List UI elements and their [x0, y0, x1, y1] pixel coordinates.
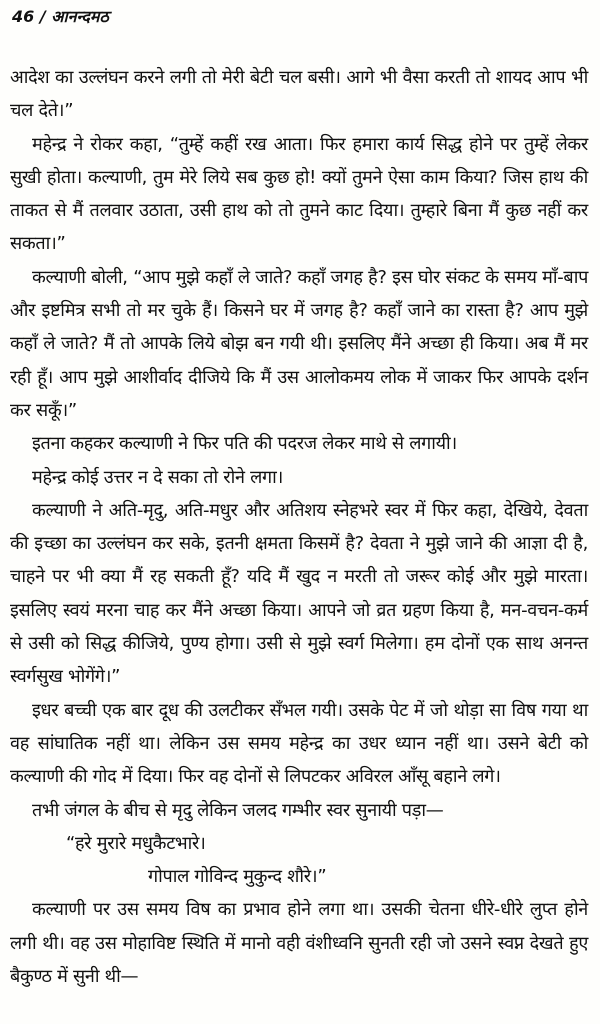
verse-line-1: “हरे मुरारे मधुकैटभारे।: [66, 832, 206, 854]
paragraph-kalyani-speaks: कल्याणी ने अति-मृदु, अति-मधुर और अतिशय स्नेहभरे स्वर में फिर कहा, देखिये, देवता की इच्छा का उल्लंघन कर सके, इतनी क्षमता किसमें है? देवता ने मुझे जाने की आज्ञा दी है, चाहने पर भी क्या मैं रह सकती हूँ? यदि मैं खुद न मरती तो जरूर कोई और मुझे मारता। इसलिए स्वयं मरना चाह कर मैंने अच्छा किया। आपने जो व्रत ग्रहण किया है, मन-वचन-कर्म से उसी को सिद्ध कीजिये, पुण्य होगा। उसी से मुझे स्वर्ग मिलेगा। हम दोनों एक साथ अनन्त स्वर्गसुख भोगेंगे।”: [10, 499, 588, 688]
page-body: [10, 61, 588, 993]
paragraph-mahendra-speech: महेन्द्र ने रोकर कहा, “तुम्हें कहीं रख आता। फिर हमारा कार्य सिद्ध होने पर तुम्हें लेकर सुखी होता। कल्याणी, तुम मेरे लिये सब कुछ हो! क्यों तुमने ऐसा काम किया? जिस हाथ की ताकत से मैं तलवार उठाता, उसी हाथ को तो तुमने काट दिया। तुम्हारे बिना मैं कुछ नहीं कर सकता।”: [10, 133, 588, 255]
paragraph-continuation: आदेश का उल्लंघन करने लगी तो मेरी बेटी चल बसी। आगे भी वैसा करती तो शायद आप भी चल देते।”: [10, 67, 588, 122]
paragraph-child-recovers: इधर बच्ची एक बार दूध की उलटीकर सँभल गयी। उसके पेट में जो थोड़ा सा विष गया था वह सांघातिक नहीं था। लेकिन उस समय महेन्द्र का उधर ध्यान नहीं था। उसने बेटी को कल्याणी की गोद में दिया। फिर वह दोनों से लिपटकर अविरल आँसू बहाने लगे।: [10, 699, 588, 788]
verse-line-2: गोपाल गोविन्द मुकुन्द शौरे।”: [148, 866, 327, 888]
paragraph-poison-effect: कल्याणी पर उस समय विष का प्रभाव होने लगा था। उसकी चेतना धीरे-धीरे लुप्त होने लगी थी। वह उस मोहाविष्ट स्थिति में मानो वही वंशीध्वनि सुनती रही जो उसने स्वप्न देखते हुए बैकुण्ठ में सुनी थी—: [10, 899, 588, 988]
paragraph-kalyani-reply: कल्याणी बोली, “आप मुझे कहाँ ले जाते? कहाँ जगह है? इस घोर संकट के समय माँ-बाप और इष्टमित्र सभी तो मर चुके हैं। किसने घर में जगह है? कहाँ जाने का रास्ता है? आप मुझे कहाँ ले जाते? मैं तो आपके लिये बोझ बन गयी थी। इसलिए मैंने अच्छा ही किया। अब मैं मर रही हूँ। आप मुझे आशीर्वाद दीजिये कि मैं उस आलोकमय लोक में जाकर फिर आपके दर्शन कर सकूँ।”: [10, 266, 588, 421]
paragraph-kalyani-bows: इतना कहकर कल्याणी ने फिर पति की पदरज लेकर माथे से लगायी।: [32, 433, 457, 455]
running-head: 46 / आनन्दमठ: [12, 7, 109, 26]
paragraph-forest-voice: तभी जंगल के बीच से मृदु लेकिन जलद गम्भीर स्वर सुनायी पड़ा—: [32, 799, 444, 821]
paragraph-mahendra-weeps: महेन्द्र कोई उत्तर न दे सका तो रोने लगा।: [32, 466, 284, 488]
